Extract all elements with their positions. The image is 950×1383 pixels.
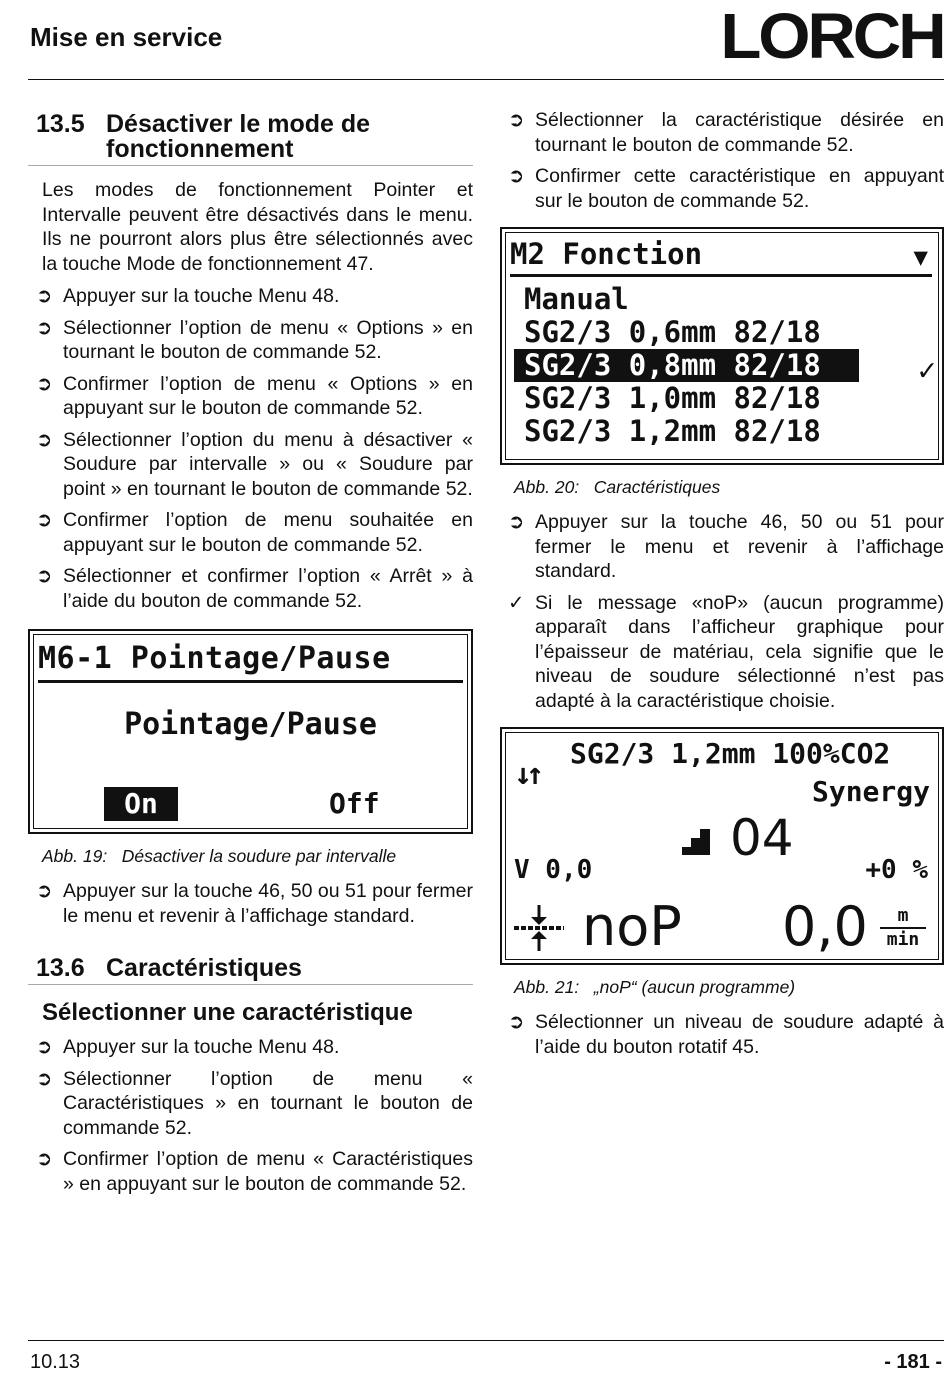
- brand-logo: LORCH: [720, 0, 944, 72]
- step: ➲ Sélectionner et confirmer l’option « Arrêt » à l’aide du bouton de commande 52.: [36, 565, 473, 612]
- characteristic-list: [514, 283, 930, 448]
- list-item: SG2/3 0,6mm 82/18: [524, 315, 821, 349]
- figure-19-caption: Abb. 19: Désactiver la soudure par intervalle: [42, 846, 397, 866]
- section-13-5-heading: [28, 108, 473, 166]
- subsection-title: Sélectionner une caractéristique: [42, 999, 413, 1026]
- section-number: 13.5: [36, 110, 85, 138]
- arrow-right-circle-icon: ➲: [508, 165, 525, 187]
- page-number: - 181 -: [884, 1351, 942, 1373]
- list-item-selected: SG2/3 0,8mm 82/18: [514, 349, 859, 382]
- arrow-right-circle-icon: ➲: [36, 565, 53, 587]
- step: ➲ Confirmer l’option de menu « Options » en appuyant sur le bouton de commande 52.: [36, 372, 473, 419]
- lcd-on-option: On: [104, 787, 178, 821]
- wire-feed-icon: [512, 903, 566, 953]
- step: ➲ Sélectionner la caractéristique désirée en tournant le bouton de commande 52.: [508, 109, 944, 156]
- welding-level: 04: [730, 809, 794, 867]
- list-item: SG2/3 1,2mm 82/18: [524, 414, 821, 448]
- section-title: Caractéristiques: [106, 954, 302, 982]
- wire-speed-unit: m min: [880, 907, 926, 949]
- step: ➲ Sélectionner l’option de menu « Caractéristiques » en tournant le bouton de commande 52.: [36, 1067, 473, 1139]
- step: ➲ Appuyer sur la touche 46, 50 ou 51 pour fermer le menu et revenir à l’affichage standard.: [36, 880, 473, 927]
- correction-readout: +0 %: [865, 855, 928, 885]
- step: ➲ Confirmer cette caractéristique en appuyant sur le bouton de commande 52.: [508, 165, 944, 212]
- lcd-menu-title: M2 Fonction: [510, 237, 932, 277]
- arrow-right-circle-icon: ➲: [36, 509, 53, 531]
- arrow-right-circle-icon: ➲: [36, 880, 53, 902]
- lcd-figure-20: [500, 227, 944, 465]
- arrow-right-circle-icon: ➲: [36, 372, 53, 395]
- checkmark-icon: ✓: [917, 353, 936, 388]
- checkmark-icon: ✓: [508, 591, 525, 614]
- arrow-right-circle-icon: ➲: [508, 1011, 525, 1033]
- lcd-menu-title: M6-1 Pointage/Pause: [38, 641, 463, 683]
- intro-paragraph: Les modes de fonctionnement Pointer et Intervalle peuvent être désactivés dans le menu. Ils ne pourront alors plus être sélectionnés avec la touche Mode de fonctionnement 47.: [42, 179, 473, 275]
- section-13-6-heading: [28, 952, 473, 985]
- note: ✓ Si le message «noP» (aucun programme) apparaît dans l’afficheur graphique pour l’épaisseur de matériau, cela signifie que le niveau de soudure sélectionné n’est pas adapté à la caractéristique choisie.: [508, 591, 944, 712]
- step: ➲ Sélectionner l’option du menu à désactiver « Soudure par intervalle » ou « Soudure par point » en tournant le bouton de commande 52.: [36, 428, 473, 500]
- wire-speed-readout: 0,0: [782, 895, 868, 958]
- voltage-readout: V 0,0: [514, 855, 593, 885]
- document-version: 10.13: [30, 1351, 81, 1373]
- lcd-figure-21: [500, 727, 944, 965]
- lcd-off-option: Off: [329, 787, 380, 820]
- material-thickness-readout: noP: [582, 895, 682, 958]
- triangle-down-icon: ▼: [913, 243, 928, 271]
- arrow-right-circle-icon: ➲: [508, 109, 525, 131]
- page-header: [28, 0, 944, 80]
- up-down-arrows-icon: ↓↑: [514, 757, 539, 792]
- section-label: Mise en service: [30, 22, 223, 52]
- lcd-option-name: Pointage/Pause: [124, 707, 377, 742]
- list-item: Manual: [524, 282, 629, 316]
- page-footer: [28, 1340, 944, 1380]
- staircase-icon: [682, 829, 710, 855]
- arrow-right-circle-icon: ➲: [508, 511, 525, 533]
- arrow-right-circle-icon: ➲: [36, 1067, 53, 1090]
- arrow-right-circle-icon: ➲: [36, 428, 53, 451]
- section-title: Désactiver le mode de fonctionnement: [106, 110, 371, 163]
- left-column: [28, 108, 473, 1203]
- step: ➲ Sélectionner un niveau de soudure adapté à l’aide du bouton rotatif 45.: [508, 1011, 944, 1058]
- step: ➲ Confirmer l’option de menu « Caractéristiques » en appuyant sur le bouton de commande 52.: [36, 1148, 473, 1195]
- arrow-right-circle-icon: ➲: [36, 316, 53, 339]
- section-number: 13.6: [36, 954, 85, 982]
- step: ➲ Appuyer sur la touche 46, 50 ou 51 pour fermer le menu et revenir à l’affichage standard.: [508, 511, 944, 582]
- right-column: [500, 108, 944, 1066]
- step: ➲ Appuyer sur la touche Menu 48.: [36, 285, 340, 307]
- lcd-characteristic: SG2/3 1,2mm 100%CO2: [570, 737, 891, 770]
- step: ➲ Confirmer l’option de menu souhaitée en appuyant sur le bouton de commande 52.: [36, 509, 473, 556]
- step: ➲ Sélectionner l’option de menu « Options » en tournant le bouton de commande 52.: [36, 316, 473, 363]
- arrow-right-circle-icon: ➲: [36, 1148, 53, 1170]
- figure-20-caption: Abb. 20: Caractéristiques: [514, 477, 721, 497]
- lcd-figure-19: [28, 629, 473, 834]
- arrow-right-circle-icon: ➲: [36, 1036, 53, 1058]
- step: ➲ Appuyer sur la touche Menu 48.: [36, 1036, 340, 1058]
- figure-21-caption: Abb. 21: „noP“ (aucun programme): [514, 977, 796, 997]
- lcd-mode: Synergy: [811, 775, 930, 808]
- list-item: SG2/3 1,0mm 82/18: [524, 381, 821, 415]
- arrow-right-circle-icon: ➲: [36, 285, 53, 307]
